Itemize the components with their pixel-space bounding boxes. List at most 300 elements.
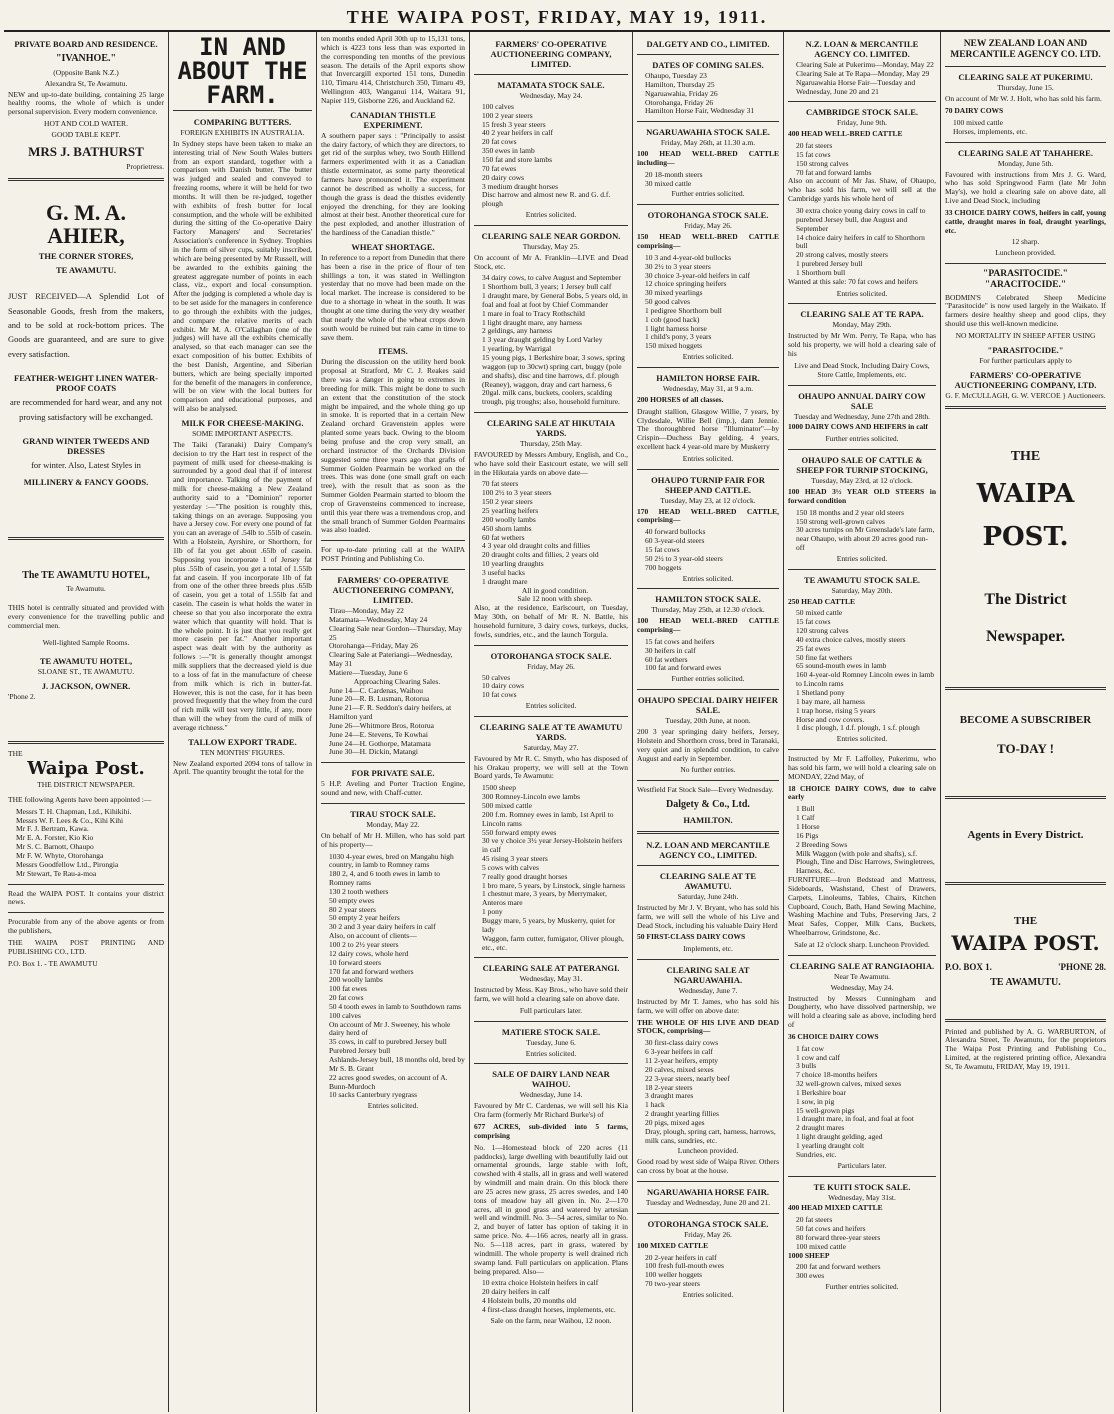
list-item: 1 light draught gelding, aged <box>796 1132 883 1142</box>
entries-text: Entries solicited. <box>836 553 888 563</box>
divider <box>8 178 164 181</box>
te-awamutu-stock-date: Saturday, May 20th. <box>831 585 893 595</box>
divider <box>637 865 779 866</box>
list-item: 10 dairy cows <box>482 681 525 691</box>
hotel-town: Te Awamutu. <box>66 584 106 594</box>
list-item: 25 fat ewes <box>796 643 831 653</box>
horse-fair-lead: 200 HORSES of all classes. <box>637 394 724 404</box>
tirau-intro: On behalf of Mr H. Millen, who has sold part of his property— <box>321 830 465 849</box>
entries-text: Entries solicited. <box>682 573 734 583</box>
columns <box>4 32 1110 1412</box>
tirau-list <box>321 853 465 1101</box>
list-item: 1 cow and calf <box>796 1052 840 1062</box>
list-item: 200 fat and forward wethers <box>796 1262 881 1272</box>
wheat-body: In reference to a report from Dunedin that there has been a rise in the price of flour of ten shillings a ton, it was stated in Wellington yesterday that no move had been made on the local market. The increase is considered to be due to a shortage in wheat in the south. It was thought at one time during the very dry weather that nearly the whole of the wheat crops down south would be ruined but rain came in time to save them. <box>321 252 465 342</box>
list-item: 70 two-year steers <box>645 1279 700 1289</box>
matiere-heading: MATIERE STOCK SALE. <box>501 1026 601 1037</box>
the-label: THE <box>8 749 23 759</box>
te-rapa-heading: CLEARING SALE AT TE RAPA. <box>800 309 924 320</box>
otorohanga2-date: Friday, May 26. <box>684 1229 732 1239</box>
list-item: 150 fat and store lambs <box>482 154 552 164</box>
te-awamutu-stock-heading: TE AWAMUTU STOCK SALE. <box>803 574 921 585</box>
list-item: 10 forward steers <box>329 957 382 967</box>
list-item: 100 weller hoggets <box>645 1270 703 1280</box>
divider <box>945 687 1106 690</box>
tahahere-heading: CLEARING SALE AT TAHAHERE. <box>958 147 1093 158</box>
list-item: 11 2-year heifers, empty <box>645 1055 719 1065</box>
list-item: Clearing Sale near Gordon—Thursday, May 25 <box>329 623 463 642</box>
list-item: 45 rising 3 year steers <box>482 854 548 864</box>
column-6 <box>784 32 941 1412</box>
list-item: 4 first-class draught horses, implements, etc. <box>482 1304 616 1314</box>
list-item: 50 fine fat wethers <box>796 652 853 662</box>
list-item: 12 dairy cows, whole herd <box>329 948 409 958</box>
pukerimu-list <box>945 119 1106 137</box>
town-label: TE AWAMUTU. <box>990 976 1061 988</box>
list-item: 200 woolly lambs <box>482 514 536 524</box>
divider <box>474 412 628 413</box>
list-item: 15 fat cows <box>796 149 831 159</box>
list-item: 1 Berkshire boar <box>796 1087 846 1097</box>
list-item: 20 fat cows <box>329 993 364 1003</box>
divider <box>8 537 164 540</box>
divider <box>637 204 779 205</box>
list-item: 4 3 year old draught colts and fillies <box>482 541 591 551</box>
list-item: 22 acres good swedes, on account of A. Bunn-Murdoch <box>329 1072 448 1091</box>
divider <box>788 569 936 570</box>
divider <box>637 367 779 368</box>
list-item: 1 Shorthorn bull, 3 years; 1 Jersey bull calf <box>482 282 612 292</box>
tahahere-body: Favoured with instructions from Mrs J. G. Ward, who has sold Springwood Farm (late Mr John May's), we hold a clearing sale on above date, all Live and Dead Stock, including <box>945 169 1106 206</box>
te-kuiti-date: Wednesday, May 31st. <box>828 1192 896 1202</box>
divider <box>788 955 936 956</box>
proprietress-label: Proprietress. <box>126 162 164 172</box>
divider <box>945 406 1106 409</box>
divider <box>945 796 1106 799</box>
sale-time-text: Sale at 12 o'clock sharp. Luncheon Provided. <box>794 939 930 949</box>
list-item: June 20—R. B. Lusman, Rotorua <box>329 694 430 704</box>
waihou-date: Wednesday, June 14. <box>519 1090 583 1100</box>
further-text: Further entries solicited. <box>825 434 899 444</box>
turnip-stocking-list <box>788 509 936 553</box>
list-item: 2 Breeding Sows <box>796 839 848 849</box>
list-item: 20 fat steers <box>796 141 833 151</box>
te-kuiti-heading: TE KUITI STOCK SALE. <box>813 1181 911 1192</box>
list-item: 100 calves <box>482 101 514 111</box>
pobox-text: P.O. Box 1. - TE AWAMUTU <box>8 958 98 968</box>
hamilton-label: HAMILTON. <box>683 814 733 825</box>
list-item: 3 medium draught horses <box>482 181 559 191</box>
divider <box>474 645 628 646</box>
tweeds-heading: GRAND WINTER TWEEDS AND DRESSES <box>22 436 150 457</box>
list-item: 2 draught mares <box>796 1123 845 1133</box>
list-item: 40 2 year heifers in calf <box>482 128 554 138</box>
list-item: Matiere—Tuesday, June 6 <box>329 667 408 677</box>
divider <box>788 749 936 750</box>
column-5 <box>633 32 784 1412</box>
list-item: 1 trap horse, rising 5 years <box>796 705 876 715</box>
tallow-body: New Zealand exported 2094 tons of tallow in April. The quantity brought the total for the <box>173 758 312 777</box>
otorohanga-lead: 150 HEAD WELL-BRED CATTLE comprising— <box>637 232 779 251</box>
list-item: 50 fat cows and heifers <box>796 1224 866 1234</box>
cambridge-date: Friday, June 9th. <box>837 118 887 128</box>
matiere-date: Tuesday, June 6. <box>526 1037 576 1047</box>
list-item: 10 3 and 4-year-old bullocks <box>645 252 732 262</box>
turnip-fair-date: Tuesday, May 23, at 12 o'clock. <box>660 495 756 505</box>
ngaruawahia-list <box>637 171 779 189</box>
list-item: 1500 sheep <box>482 783 516 793</box>
entries-text: Entries solicited. <box>525 1048 577 1058</box>
divider <box>637 689 779 690</box>
list-item: 14 choice dairy heifers in calf to Shorthorn bull <box>796 232 925 251</box>
tirau-heading: TIRAU STOCK SALE. <box>350 809 436 820</box>
apply-text: For further particulars apply to <box>979 355 1072 365</box>
otorohanga-heading: OTOROHANGA STOCK SALE. <box>647 210 769 221</box>
list-item: 100 2½ to 3 year steers <box>482 488 552 498</box>
thistle-heading: CANADIAN THISTLE EXPERIMENT. <box>350 109 436 130</box>
list-item: Mr S. C. Barnott, Ohaupo <box>16 842 94 852</box>
divider <box>321 540 465 541</box>
turnip-stocking-date: Tuesday, May 23rd, at 12 o'clock. <box>811 476 913 486</box>
list-item: Messrs W. F. Lees & Co., Kihi Kihi <box>16 815 124 825</box>
list-item: 12 choice springing heifers <box>645 279 727 289</box>
list-item: 1 disc plough, 1 d.f. plough, 1 s.f. plough <box>796 723 920 733</box>
list-item: 7 really good draught horses <box>482 871 568 881</box>
hikutaia-intro: FAVOURED by Messrs Ambury, English, and Co., who have sold their Eastcourt estate, we will sell in the Hikutaia yards on above date— <box>474 449 628 477</box>
nzl-heading: NEW ZEALAND LOAN AND MERCANTILE AGENCY CO. LTD. <box>950 39 1101 61</box>
list-item: 20 pigs, mixed ages <box>645 1117 705 1127</box>
post-title: POST. <box>982 521 1069 552</box>
cambridge-list <box>788 142 936 177</box>
sample-rooms: Well-lighted Sample Rooms. <box>42 637 130 647</box>
parasitocide-body: BODMIN'S Celebrated Sheep Medicine "Parasitocide" is now used largely in the Waikato. If farmers desire healthy sheep and good clips, they should use this well-known medicine. <box>945 292 1106 329</box>
te-awamutu-clearing-date: Saturday, June 24th. <box>677 891 739 901</box>
luncheon-text: Luncheon provided. <box>995 248 1056 258</box>
pateriangi-heading: CLEARING SALE AT PATERANGI. <box>482 963 620 974</box>
ngaruawahia-horse-heading: NGARUAWAHIA HORSE FAIR. <box>647 1186 769 1197</box>
list-item: 1 draught mare, in foal, and foal at foot <box>796 1114 914 1124</box>
list-item: 1 hack <box>645 1100 665 1110</box>
thistle-body: A southern paper says : "Principally to assist the dairy factory, of which they are directors, to get rid of the surplus whey, two South Hillend farmers experimented with it as a Canadian thistle exterminator, as some party theoretical farmers have pronounced it. The experiment cannot be described as wholly a success, for though the grass is dead the thistles evidently enjoyed the drenching, for they are looking almost at their best. Another theoretical cure for the pest exploded, and another illustration of the hardiness of the Canadian thistle." <box>321 130 465 238</box>
te-awamutu-clearing-heading: CLEARING SALE AT TE AWAMUTU. <box>659 870 757 891</box>
divider <box>945 882 1106 885</box>
list-item: 60 fat wethers <box>482 532 525 542</box>
list-item: 15 fresh 3 year steers <box>482 119 546 129</box>
te-kuiti-lead: 400 HEAD MIXED CATTLE <box>788 1203 883 1213</box>
rangiaohia-subheading: Near Te Awamutu. <box>834 971 890 981</box>
list-item: 40 extra choice calves, mostly steers <box>796 634 906 644</box>
list-item: 1 chestnut mare, 3 years, by Merrymaker, Anteros mare <box>482 889 607 908</box>
list-item: 1 purebred Jersey bull <box>796 259 863 269</box>
list-item: 2 geldings, any harness <box>482 326 552 336</box>
list-item: 1 light draught mare, any harness <box>482 317 582 327</box>
list-item: 1 bro mare, 5 years, by Linstock, single harness <box>482 880 626 890</box>
pateriangi-body: Instructed by Mess. Kay Bros., who have sold their farm, we will hold a clearing sale on above date. <box>474 985 628 1004</box>
list-item: 50 empty 2 year heifers <box>329 913 400 923</box>
milk-body: The Taiki (Taranaki) Dairy Company's decision to try the Hart test in respect of the payment of milk used for cheese-making is surrounded by a good deal that if of interest and importance. Talking of the payment of milk for cheese-making a New Zealand authority said to a "Dominion" reporter yesterday :—"The position is roughly this, taking things on an average. Supposing you have a Jersey cow. For every one pound of fat you can an average of .54lb to .55lb of casein. With a Holstein, Ayrshire, or Shorthorn, for 1lb of fat you get about .65lb of casein. Supposing you incorporate 1 of Jersey fat plus .55lb of casein, you get a total of 1.55lb fat and casein. If you incorporate 1lb of fat from one of the other three breeds plus .65lb of casein, you get a total of 1.55lb fat and casein. The casein is what holds the water in cheese so that you also incorporate the extra water which that quantity will hold. That is the whole point. It is just that you really get more casein per fat." Another important aspect was dealt with by the authority as follows :—"It is generally thought amongst milk suppliers that the decreased yield is due to a loss of fat in the manufacture of cheese from milk which is rich in butter-fat. However, this is not the case, for it has been proved frequently that the whey from the curd of rich milk will test very little, if any, more than will the whey from the curd of milk of average richness." <box>173 439 312 732</box>
list-item: 15 well-grown pigs <box>796 1105 855 1115</box>
pukerimu-date: Thursday, June 15. <box>997 83 1054 93</box>
list-item: 80 2 year steers <box>329 904 376 914</box>
list-item: On account of Mr J. Sweeney, his whole dairy herd of <box>329 1019 451 1038</box>
divider <box>945 142 1106 143</box>
list-item: June 24—E. Stevens, Te Kowhai <box>329 729 428 739</box>
list-item: Ngaruawahia, Friday 26 <box>645 88 718 98</box>
list-item: Horse and cow covers. <box>796 714 865 724</box>
list-item: 35 cows, in calf to purebred Jersey bull <box>329 1037 447 1047</box>
column-3 <box>317 32 470 1412</box>
items-body: During the discussion on the utility herd book proposal at Stratford, Mr C. J. Reakes said there was a danger in going to extremes in breeding for milk. This might be done to such an extent that the constitution of the stock might be impaired, and the whole thing go up in smoke. It is reported that in a certain New Zealand orchard Gravenstein apples were planted some years back. Owing to the bloom being profuse and the crop very small, an orchard instructor of the Orchards Division suggested some three years ago that grafts of Summer Golden Pearmain be worked on the trees. This was done (one small graft on each tree), with the result that as soon as the Summer Golden Pearmain started to bloom the crop of Gravensteins commenced to increase, until this year there was a tremendous crop, and the small branch of Summer Golden Pearmains was also loaded. <box>321 357 465 535</box>
list-item: 1 fat cow <box>796 1043 824 1053</box>
list-item: 300 ewes <box>796 1271 825 1281</box>
hamilton-date: Thursday, May 25th, at 12.30 o'clock. <box>651 605 765 615</box>
otorohanga2-heading: OTOROHANGA STOCK SALE. <box>647 1218 769 1229</box>
list-item: 10 extra choice Holstein heifers in calf <box>482 1278 599 1288</box>
board-address: Alexandra St, Te Awamutu. <box>44 78 128 88</box>
waihou-list <box>474 1279 628 1314</box>
divider <box>474 74 628 75</box>
list-item: 10 fat cows <box>482 690 517 700</box>
furniture-text: FURNITURE—Iron Bedstead and Mattress, Sideboards, Washstand, Chest of Drawers, Carpets, Linoleums, Tables, Chairs, Kitchen Cupboard, Couch, Bath, Hand Sewing Machine, Washing Machine and Tubs, Preserving Jars, 2 Meat Safes, Copper, Milk Cans, Buckets, Wheelbarrow, Grindstone, &c. <box>788 875 936 938</box>
list-item: 80 forward three-year steers <box>796 1232 881 1242</box>
list-item: 50 4 tooth ewes in lamb to Southdown rams <box>329 1001 462 1011</box>
divider <box>788 101 936 102</box>
list-item: 30 heifers in calf <box>645 645 696 655</box>
nzl-heading: N.Z. LOAN AND MERCANTILE AGENCY CO., LIMITED. <box>646 839 770 860</box>
list-item: 40 forward bullocks <box>645 527 706 537</box>
hotel-heading: The TE AWAMUTU HOTEL, <box>22 569 150 581</box>
waihou-intro: Favoured by Mr C. Cardenas, we will sell his Kia Ora farm (formerly Mr Richard Burke's) of <box>474 1101 628 1120</box>
tallow-continued: ten months ended April 30th up to 15,131 tons, which is 4223 tons less than was exported in the corresponding ten months of the previous season. The details of the April exports show that Invercargill exported 151 tons, Dunedin 110, Timaru 414, Christchurch 350, Timaru 49, Wellington 403, Wanganui 114, Waitara 91, Napier 119, Gisborne 226, and Auckland 62. <box>321 34 465 105</box>
dalgety-signature: Dalgety & Co., Ltd. <box>666 799 750 811</box>
list-item: 10 sacks Canterbury ryegrass <box>329 1090 418 1100</box>
awamutu-yards-intro: Favoured by Mr R. C. Smyth, who has disposed of his Orakau property, we will sell at the Town Board yards, Te Awamutu: <box>474 753 628 781</box>
board-heading: PRIVATE BOARD AND RESIDENCE. <box>14 39 158 49</box>
tirau-end: Entries solicited. <box>367 1101 419 1111</box>
divider <box>637 1181 779 1182</box>
rangiaohia-date: Wednesday, May 24. <box>830 982 894 992</box>
entries-text: Entries solicited. <box>836 734 888 744</box>
milk-subheading: SOME IMPORTANT ASPECTS. <box>192 429 293 439</box>
list-item: 7 choice 18-months heifers <box>796 1070 878 1080</box>
list-item: June 21—F. R. Seddon's dairy heifers, at Hamilton yard <box>329 703 452 722</box>
rangiaohia-heading: CLEARING SALE AT RANGIAOHIA. <box>789 960 935 971</box>
list-item: 550 forward empty ewes <box>482 827 557 837</box>
list-item: 50 mixed cattle <box>796 608 843 618</box>
list-item: 70 fat and forward lambs <box>796 167 872 177</box>
pukerimu-lead: 18 CHOICE DAIRY COWS, due to calve early <box>788 783 936 802</box>
dates-heading: DATES OF COMING SALES. <box>652 60 764 71</box>
list-item: Mr F. W. Whyte, Otorohanga <box>16 850 104 860</box>
list-item: 500 mixed cattle <box>482 801 532 810</box>
waihou-heading: SALE OF DAIRY LAND NEAR WAIHOU. <box>492 1069 610 1090</box>
road-text: Good road by west side of Waipa River. Others can cross by boat at the house. <box>637 1157 779 1176</box>
divider <box>321 569 465 570</box>
gordon-heading: CLEARING SALE NEAR GORDON. <box>481 230 621 241</box>
millinery-heading: MILLINERY & FANCY GOODS. <box>23 476 149 487</box>
turnip-fair-heading: OHAUPO TURNIP FAIR FOR SHEEP AND CATTLE. <box>651 474 765 495</box>
entries-text: Entries solicited. <box>682 453 734 463</box>
sheep-list <box>788 1263 936 1281</box>
ahier-name: G. M. A. AHIER, <box>45 199 127 248</box>
list-item: All in good condition. <box>521 585 589 595</box>
heifer-sale-heading: OHAUPO SPECIAL DAIRY HEIFER SALE. <box>638 695 778 716</box>
tweeds-body: for winter. Also, Latest Styles in <box>31 460 141 471</box>
gordon-list <box>474 274 628 407</box>
list-item: 100 calves <box>329 1010 361 1020</box>
divider <box>321 803 465 804</box>
hikutaia-date: Thursday, 25th May. <box>520 439 582 449</box>
divider <box>788 1176 936 1177</box>
divider <box>788 449 936 450</box>
list-item: 65 sound-mouth ewes in lamb <box>796 661 887 671</box>
pukerimu-heading: CLEARING SALE AT PUKERIMU. <box>958 72 1093 83</box>
list-item: 1 Calf <box>796 813 815 823</box>
agents-intro: THE following Agents have been appointed :— <box>8 794 152 804</box>
list-item: 50 good calves <box>645 297 690 307</box>
divider <box>474 1063 628 1064</box>
list-item: 100 fat and forward ewes <box>645 663 722 673</box>
hotel-owner: J. JACKSON, OWNER. <box>41 680 131 691</box>
list-item: 100 2 to 2½ year steers <box>329 940 399 950</box>
list-item: 150 mixed hoggets <box>645 341 703 351</box>
auctioneers-text: G. F. McCULLAGH, G. W. VERCOE } Auctioneers. <box>945 390 1106 400</box>
list-item: 170 fat and forward wethers <box>329 966 414 976</box>
list-item: 100 mixed cattle <box>953 117 1003 127</box>
list-item: Sale 12 noon with sheep. <box>517 594 593 604</box>
list-item: 2 draught yearling fillies <box>645 1109 719 1119</box>
list-item: 20 dairy cows <box>482 172 525 182</box>
list-item: 1 pony <box>482 907 503 917</box>
list-item: 60 fat wethers <box>645 654 688 664</box>
list-item: Messrs T. H. Chapman, Ltd., Kihikihi. <box>16 806 132 816</box>
masthead: THE WAIPA POST, FRIDAY, MAY 19, 1911. <box>4 4 1110 32</box>
hotel-phone: 'Phone 2. <box>8 691 36 701</box>
matamata-heading: MATAMATA STOCK SALE. <box>497 80 605 91</box>
butter-subheading: FOREIGN EXHIBITS IN AUSTRALIA. <box>180 128 305 138</box>
water-text: HOT AND COLD WATER. <box>44 119 128 129</box>
divider <box>788 385 936 386</box>
list-item: 20 fat cows <box>482 137 517 147</box>
fca-name: FARMERS' CO-OPERATIVE AUCTIONEERING COMPANY, LTD. <box>954 369 1097 390</box>
te-awamutu-stock-list <box>788 609 936 733</box>
entries-text: Entries solicited. <box>682 1289 734 1299</box>
intro-list <box>788 61 936 96</box>
divider <box>945 1019 1106 1022</box>
cambridge-lead: 400 HEAD WELL-BRED CATTLE <box>788 129 903 139</box>
list-item: 120 strong calves <box>796 626 849 636</box>
divider <box>474 1021 628 1022</box>
horse-fair-date: Wednesday, May 31, at 9 a.m. <box>662 384 754 394</box>
ngaruawahia-clearing-date: Wednesday, June 7. <box>678 986 738 996</box>
turnip-fair-lead: 170 HEAD WELL-BRED CATTLE, comprising— <box>637 506 779 525</box>
list-item: 1 child's pony, 3 years <box>645 332 712 342</box>
turnip-fair-list <box>637 528 779 572</box>
nzl-heading: N.Z. LOAN & MERCANTILE AGENCY CO. LIMITED. <box>805 39 919 60</box>
list-item: 1 draught mare, by General Bobs, 5 years old, in foal and foal at foot by Chief Commander <box>482 291 628 309</box>
divider <box>8 884 164 885</box>
wheat-heading: WHEAT SHORTAGE. <box>351 241 435 252</box>
te-rapa-body: Instructed by Mr Wm. Perry, Te Rapa, who has sold his property, we will hold a clearing sale of his <box>788 331 936 358</box>
list-item: Buggy mare, 5 years, by Muskerry, quiet for lady <box>482 915 616 934</box>
column-4 <box>470 32 633 1412</box>
waipa-post-footer: WAIPA POST. <box>951 931 1100 956</box>
list-item: 200 woolly lambs <box>329 975 383 985</box>
list-item: 1 Bull <box>796 804 815 814</box>
private-sale-heading: FOR PRIVATE SALE. <box>351 768 435 779</box>
district-label: The District <box>984 591 1067 609</box>
farm-heading: IN AND ABOUT THE FARM. <box>173 35 312 111</box>
matamata-date: Wednesday, May 24. <box>519 91 583 101</box>
ngaruawahia-clearing-list <box>637 1039 779 1145</box>
list-item: 3 useful hacks <box>482 567 525 577</box>
list-item: 50 calves <box>482 672 511 682</box>
ivanhoe-title: "IVANHOE." <box>55 53 117 65</box>
waihou-end: Sale on the farm, near Waihou, 12 noon. <box>490 1315 612 1325</box>
hamilton-list <box>637 638 779 673</box>
tahahere-lead: 33 CHOICE DAIRY COWS, heifers in calf, young cattle, draught mares in foal, draught yearlings, etc. <box>945 207 1106 235</box>
pukerimu-lead: 70 DAIRY COWS <box>945 106 1004 116</box>
otorohanga2-list <box>637 1254 779 1289</box>
list-item: 1 bay mare, all harness <box>796 696 865 706</box>
list-item: 20 dairy heifers in calf <box>482 1287 550 1297</box>
earlscourt-text: Also, at the residence, Earlscourt, on Tuesday, May 30th, on behalf of Mr R. N. Battle, his household furniture, 3 dairy cows, turkeys, ducks, fowls, sundries, etc., and the launch Torgula. <box>474 603 628 639</box>
list-item: Clearing Sale at Pukerimu—Monday, May 22 <box>796 60 934 70</box>
list-item: 700 hoggets <box>645 562 682 572</box>
procurable-text: Procurable from any of the above agents or from the publishers, <box>8 917 164 936</box>
list-item: 1 Horse <box>796 821 820 831</box>
pobox-text: P.O. BOX 1. <box>945 962 992 973</box>
list-item: 30 first-class dairy cows <box>645 1038 719 1048</box>
list-item: 200 f.m. Romney ewes in lamb, 1st April to Lincoln rams <box>482 809 614 828</box>
pateriangi-end: Full particulars later. <box>519 1005 583 1015</box>
ngaruawahia-heading: NGARUAWAHIA STOCK SALE. <box>646 127 770 138</box>
fca-heading: FARMERS' CO-OPERATIVE AUCTIONEERING COMPANY, LIMITED. <box>332 574 454 605</box>
list-item: 3 draught mares <box>645 1091 694 1101</box>
table-text: GOOD TABLE KEPT. <box>51 129 121 139</box>
list-item: 20 calves, mixed sexes <box>645 1064 714 1074</box>
column-1 <box>4 32 169 1412</box>
list-item: Clearing Sale at Pateriangi—Wednesday, May 31 <box>329 650 453 669</box>
ngaruawahia-horse-date: Tuesday and Wednesday, June 20 and 21. <box>645 1197 771 1207</box>
corner-stores: THE CORNER STORES, <box>38 251 134 262</box>
butter-heading: COMPARING BUTTERS. <box>193 117 292 127</box>
list-item: 15 fat cows <box>796 617 831 627</box>
list-item: Also, on account of clients— <box>329 931 417 941</box>
pukerimu-list <box>788 805 936 876</box>
list-item: 20 2-year heifers in calf <box>645 1252 717 1262</box>
list-item: 1 yearling, by Warrigal <box>482 344 552 354</box>
list-item: June 24—H. Gothorpe, Matamata <box>329 738 431 748</box>
district-label: THE DISTRICT NEWSPAPER. <box>37 780 135 790</box>
list-item: Clearing Sale at Te Rapa—Monday, May 29 <box>796 68 930 78</box>
list-item: Hamilton Horse Fair, Wednesday 31 <box>645 106 755 116</box>
entries-text: Entries solicited. <box>836 288 888 298</box>
private-sale-body: 5 H.P. Aveling and Porter Traction Engine, sound and new, with Chaff-cutter. <box>321 779 465 798</box>
hamilton-lead: 100 HEAD WELL-BRED CATTLE comprising— <box>637 616 779 635</box>
list-item: 30 acres turnips on Mr Greenslade's late farm, near Ohaupo, with about 20 acres good run-off <box>796 525 935 553</box>
agents-label: Agents in Every District. <box>967 829 1084 842</box>
cambridge-body: Also on account of Mr Jas. Shaw, of Ohaupo, who has sold his farm, we will sell at the Cambridge yards his whole herd of <box>788 176 936 204</box>
list-item: 1 mare in foal to Tracy Rothschild <box>482 308 585 318</box>
list-item: Mr F. J. Bertram, Kawa. <box>16 824 89 834</box>
cambridge-heading: CAMBRIDGE STOCK SALE. <box>805 107 919 118</box>
list-item: 10 yearling draughts <box>482 559 544 569</box>
divider <box>474 716 628 717</box>
list-item: 60 3-year-old steers <box>645 536 705 546</box>
list-item: 70 fat ewes <box>482 163 517 173</box>
milk-heading: MILK FOR CHEESE-MAKING. <box>181 418 304 429</box>
